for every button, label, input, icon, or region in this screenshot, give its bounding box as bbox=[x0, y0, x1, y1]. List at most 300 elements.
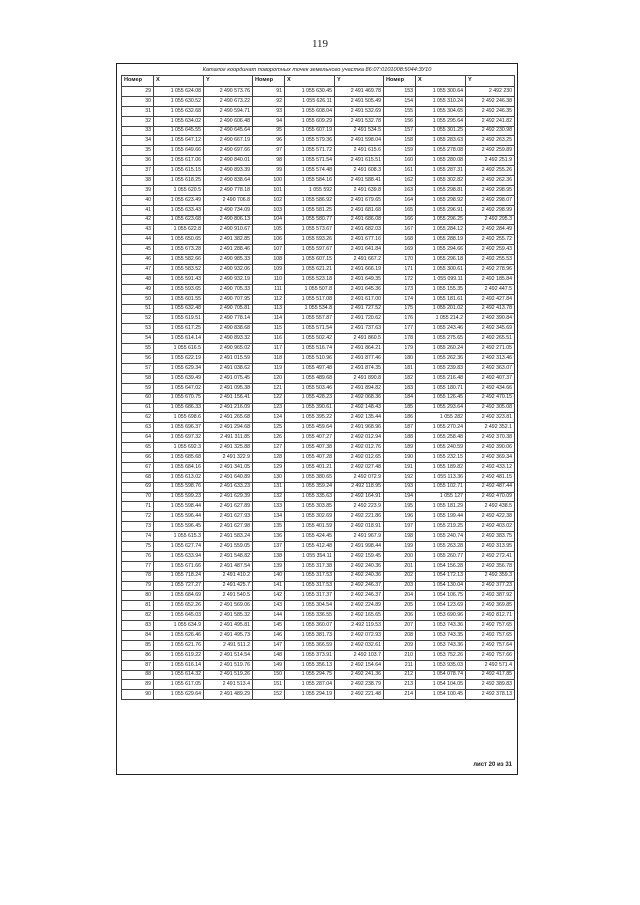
y-coordinate: 2 490 594.71 bbox=[204, 106, 253, 116]
point-number: 119 bbox=[253, 363, 285, 373]
y-coordinate: 2 491 382.85 bbox=[204, 235, 253, 245]
point-number: 70 bbox=[122, 492, 154, 502]
table-row bbox=[122, 621, 515, 631]
x-coordinate: 1 055 288.19 bbox=[416, 235, 466, 245]
y-coordinate: 2 492 571.4 bbox=[466, 660, 515, 670]
point-number: 152 bbox=[253, 690, 285, 700]
x-coordinate: 1 055 239.83 bbox=[416, 363, 466, 373]
y-coordinate: 2 492 422.38 bbox=[466, 512, 515, 522]
x-coordinate: 1 055 686.33 bbox=[154, 403, 204, 413]
x-coordinate: 1 055 283.63 bbox=[416, 136, 466, 146]
y-coordinate: 2 491 639.8 bbox=[335, 185, 384, 195]
y-coordinate: 2 491 075.45 bbox=[204, 373, 253, 383]
point-number: 113 bbox=[253, 304, 285, 314]
y-coordinate: 2 491 514.54 bbox=[204, 650, 253, 660]
x-coordinate: 1 055 614.32 bbox=[154, 670, 204, 680]
point-number: 133 bbox=[253, 502, 285, 512]
y-coordinate: 2 490 893.32 bbox=[204, 334, 253, 344]
x-coordinate: 1 055 622.19 bbox=[154, 354, 204, 364]
point-number: 72 bbox=[122, 512, 154, 522]
point-number: 163 bbox=[384, 185, 416, 195]
x-coordinate: 1 055 216.48 bbox=[416, 373, 466, 383]
table-row bbox=[122, 532, 515, 542]
point-number: 37 bbox=[122, 166, 154, 176]
y-coordinate: 2 490 573.76 bbox=[204, 87, 253, 97]
x-coordinate: 1 055 181.61 bbox=[416, 294, 466, 304]
point-number: 98 bbox=[253, 156, 285, 166]
table-row bbox=[122, 205, 515, 215]
point-number: 109 bbox=[253, 265, 285, 275]
point-number: 156 bbox=[384, 116, 416, 126]
y-coordinate: 2 490 606.48 bbox=[204, 116, 253, 126]
y-coordinate: 2 492 135.44 bbox=[335, 413, 384, 423]
x-coordinate: 1 055 428.23 bbox=[285, 393, 335, 403]
x-coordinate: 1 055 424.45 bbox=[285, 532, 335, 542]
x-coordinate: 1 055 684.69 bbox=[154, 591, 204, 601]
y-coordinate: 2 492 255.53 bbox=[466, 255, 515, 265]
point-number: 206 bbox=[384, 611, 416, 621]
y-coordinate: 2 490 965.02 bbox=[204, 344, 253, 354]
x-coordinate: 1 055 649.66 bbox=[154, 146, 204, 156]
point-number: 61 bbox=[122, 403, 154, 413]
point-number: 148 bbox=[253, 650, 285, 660]
point-number: 43 bbox=[122, 225, 154, 235]
table-row bbox=[122, 166, 515, 176]
table-row bbox=[122, 324, 515, 334]
y-coordinate: 2 491 627.93 bbox=[204, 512, 253, 522]
table-row bbox=[122, 561, 515, 571]
point-number: 189 bbox=[384, 443, 416, 453]
y-coordinate: 2 491 341.05 bbox=[204, 462, 253, 472]
point-number: 63 bbox=[122, 423, 154, 433]
point-number: 194 bbox=[384, 492, 416, 502]
point-number: 111 bbox=[253, 284, 285, 294]
y-coordinate: 2 492 387.92 bbox=[466, 591, 515, 601]
table-row bbox=[122, 265, 515, 275]
y-coordinate: 2 492 438.5 bbox=[466, 502, 515, 512]
point-number: 178 bbox=[384, 334, 416, 344]
y-coordinate: 2 492 298.95 bbox=[466, 185, 515, 195]
point-number: 131 bbox=[253, 482, 285, 492]
y-coordinate: 2 491 641.84 bbox=[335, 245, 384, 255]
x-coordinate: 1 055 127 bbox=[416, 492, 466, 502]
x-coordinate: 1 055 685.68 bbox=[154, 452, 204, 462]
y-coordinate: 2 492 119.53 bbox=[335, 621, 384, 631]
x-coordinate: 1 055 360.07 bbox=[285, 621, 335, 631]
x-coordinate: 1 055 260.77 bbox=[416, 551, 466, 561]
x-coordinate: 1 055 616.14 bbox=[154, 660, 204, 670]
y-coordinate: 2 492 470.09 bbox=[466, 492, 515, 502]
y-coordinate: 2 492 223.9 bbox=[335, 502, 384, 512]
point-number: 171 bbox=[384, 265, 416, 275]
point-number: 64 bbox=[122, 433, 154, 443]
x-coordinate: 1 055 102.71 bbox=[416, 482, 466, 492]
point-number: 160 bbox=[384, 156, 416, 166]
x-coordinate: 1 055 615.3 bbox=[154, 532, 204, 542]
point-number: 73 bbox=[122, 522, 154, 532]
point-number: 128 bbox=[253, 452, 285, 462]
point-number: 183 bbox=[384, 383, 416, 393]
point-number: 167 bbox=[384, 225, 416, 235]
point-number: 199 bbox=[384, 541, 416, 551]
table-row bbox=[122, 452, 515, 462]
point-number: 49 bbox=[122, 284, 154, 294]
y-coordinate: 2 492 433.12 bbox=[466, 462, 515, 472]
x-coordinate: 1 055 630.52 bbox=[154, 96, 204, 106]
table-row bbox=[122, 640, 515, 650]
x-coordinate: 1 055 629.34 bbox=[154, 363, 204, 373]
point-number: 75 bbox=[122, 541, 154, 551]
y-coordinate: 2 490 673.22 bbox=[204, 96, 253, 106]
table-row bbox=[122, 650, 515, 660]
table-row bbox=[122, 334, 515, 344]
x-coordinate: 1 055 592 bbox=[285, 185, 335, 195]
y-coordinate: 2 491 968.96 bbox=[335, 423, 384, 433]
y-coordinate: 2 492 221.86 bbox=[335, 512, 384, 522]
y-coordinate: 2 491 649.35 bbox=[335, 274, 384, 284]
x-coordinate: 1 055 609.29 bbox=[285, 116, 335, 126]
table-row bbox=[122, 136, 515, 146]
y-coordinate: 2 490 645.64 bbox=[204, 126, 253, 136]
y-coordinate: 2 491 640.89 bbox=[204, 472, 253, 482]
point-number: 44 bbox=[122, 235, 154, 245]
y-coordinate: 2 491 548.82 bbox=[204, 551, 253, 561]
point-number: 202 bbox=[384, 571, 416, 581]
point-number: 184 bbox=[384, 393, 416, 403]
x-coordinate: 1 053 935.03 bbox=[416, 660, 466, 670]
y-coordinate: 2 490 838.68 bbox=[204, 324, 253, 334]
x-coordinate: 1 055 278.08 bbox=[416, 146, 466, 156]
table-row bbox=[122, 611, 515, 621]
point-number: 176 bbox=[384, 314, 416, 324]
y-coordinate: 2 491 617.00 bbox=[335, 294, 384, 304]
y-coordinate: 2 492 246.38 bbox=[466, 96, 515, 106]
x-coordinate: 1 055 126.45 bbox=[416, 393, 466, 403]
y-coordinate: 2 492 413.78 bbox=[466, 304, 515, 314]
point-number: 71 bbox=[122, 502, 154, 512]
table-row bbox=[122, 294, 515, 304]
point-number: 84 bbox=[122, 630, 154, 640]
y-coordinate: 2 491 519.26 bbox=[204, 670, 253, 680]
y-coordinate: 2 492 298.07 bbox=[466, 195, 515, 205]
point-number: 159 bbox=[384, 146, 416, 156]
x-coordinate: 1 053 752.26 bbox=[416, 650, 466, 660]
point-number: 102 bbox=[253, 195, 285, 205]
point-number: 85 bbox=[122, 640, 154, 650]
table-row bbox=[122, 116, 515, 126]
x-coordinate: 1 055 596.45 bbox=[154, 522, 204, 532]
y-coordinate: 2 490 778.18 bbox=[204, 185, 253, 195]
point-number: 62 bbox=[122, 413, 154, 423]
point-number: 78 bbox=[122, 571, 154, 581]
y-coordinate: 2 491 583.24 bbox=[204, 532, 253, 542]
x-coordinate: 1 055 650.65 bbox=[154, 235, 204, 245]
table-row bbox=[122, 304, 515, 314]
y-coordinate: 2 492 012.65 bbox=[335, 452, 384, 462]
y-coordinate: 2 492 757.65 bbox=[466, 621, 515, 631]
header-x: X bbox=[416, 76, 466, 87]
y-coordinate: 2 491 487.54 bbox=[204, 561, 253, 571]
y-coordinate: 2 492 148.43 bbox=[335, 403, 384, 413]
x-coordinate: 1 055 219.25 bbox=[416, 522, 466, 532]
x-coordinate: 1 055 632.48 bbox=[154, 304, 204, 314]
point-number: 101 bbox=[253, 185, 285, 195]
point-number: 87 bbox=[122, 660, 154, 670]
point-number: 142 bbox=[253, 591, 285, 601]
x-coordinate: 1 055 634.02 bbox=[154, 116, 204, 126]
point-number: 132 bbox=[253, 492, 285, 502]
y-coordinate: 2 492 434.66 bbox=[466, 383, 515, 393]
y-coordinate: 2 492 246.35 bbox=[466, 106, 515, 116]
table-row bbox=[122, 195, 515, 205]
point-number: 94 bbox=[253, 116, 285, 126]
x-coordinate: 1 055 534.8 bbox=[285, 304, 335, 314]
table-row bbox=[122, 225, 515, 235]
x-coordinate: 1 055 298.81 bbox=[416, 185, 466, 195]
y-coordinate: 2 491 532.69 bbox=[335, 106, 384, 116]
y-coordinate: 2 492 240.36 bbox=[335, 571, 384, 581]
y-coordinate: 2 492 230 bbox=[466, 87, 515, 97]
x-coordinate: 1 055 621.76 bbox=[154, 640, 204, 650]
point-number: 29 bbox=[122, 87, 154, 97]
point-number: 146 bbox=[253, 630, 285, 640]
x-coordinate: 1 055 240.59 bbox=[416, 443, 466, 453]
x-coordinate: 1 055 617.06 bbox=[154, 156, 204, 166]
x-coordinate: 1 055 407.27 bbox=[285, 433, 335, 443]
y-coordinate: 2 492 159.45 bbox=[335, 551, 384, 561]
point-number: 169 bbox=[384, 245, 416, 255]
point-number: 135 bbox=[253, 522, 285, 532]
y-coordinate: 2 492 246.37 bbox=[335, 581, 384, 591]
y-coordinate: 2 491 681.68 bbox=[335, 205, 384, 215]
x-coordinate: 1 055 300.61 bbox=[416, 265, 466, 275]
x-coordinate: 1 055 287.31 bbox=[416, 166, 466, 176]
y-coordinate: 2 492 255.72 bbox=[466, 235, 515, 245]
x-coordinate: 1 055 296.25 bbox=[416, 215, 466, 225]
x-coordinate: 1 055 583.52 bbox=[154, 265, 204, 275]
x-coordinate: 1 055 113.36 bbox=[416, 472, 466, 482]
y-coordinate: 2 492 154.64 bbox=[335, 660, 384, 670]
page-number: 119 bbox=[311, 38, 329, 50]
table-row bbox=[122, 126, 515, 136]
y-coordinate: 2 492 295.3 bbox=[466, 215, 515, 225]
point-number: 164 bbox=[384, 195, 416, 205]
y-coordinate: 2 491 559.05 bbox=[204, 541, 253, 551]
x-coordinate: 1 055 684.16 bbox=[154, 462, 204, 472]
y-coordinate: 2 491 585.32 bbox=[204, 611, 253, 621]
x-coordinate: 1 055 620.5 bbox=[154, 185, 204, 195]
point-number: 182 bbox=[384, 373, 416, 383]
y-coordinate: 2 491 495.73 bbox=[204, 630, 253, 640]
y-coordinate: 2 492 284.49 bbox=[466, 225, 515, 235]
x-coordinate: 1 055 304.65 bbox=[416, 106, 466, 116]
y-coordinate: 2 491 540.5 bbox=[204, 591, 253, 601]
table-row bbox=[122, 433, 515, 443]
x-coordinate: 1 055 652.26 bbox=[154, 601, 204, 611]
x-coordinate: 1 055 698.6 bbox=[154, 413, 204, 423]
point-number: 190 bbox=[384, 452, 416, 462]
point-number: 141 bbox=[253, 581, 285, 591]
y-coordinate: 2 490 734.09 bbox=[204, 205, 253, 215]
header-x: X bbox=[285, 76, 335, 87]
x-coordinate: 1 055 617.25 bbox=[154, 324, 204, 334]
y-coordinate: 2 492 068.36 bbox=[335, 393, 384, 403]
x-coordinate: 1 055 302.69 bbox=[285, 512, 335, 522]
x-coordinate: 1 055 581.25 bbox=[285, 205, 335, 215]
y-coordinate: 2 492 224.89 bbox=[335, 601, 384, 611]
point-number: 122 bbox=[253, 393, 285, 403]
x-coordinate: 1 055 571.72 bbox=[285, 146, 335, 156]
point-number: 90 bbox=[122, 690, 154, 700]
y-coordinate: 2 492 012.76 bbox=[335, 443, 384, 453]
table-row bbox=[122, 690, 515, 700]
point-number: 143 bbox=[253, 601, 285, 611]
point-number: 32 bbox=[122, 116, 154, 126]
x-coordinate: 1 055 632.68 bbox=[154, 106, 204, 116]
x-coordinate: 1 055 599.23 bbox=[154, 492, 204, 502]
y-coordinate: 2 492 757.66 bbox=[466, 650, 515, 660]
point-number: 180 bbox=[384, 354, 416, 364]
point-number: 116 bbox=[253, 334, 285, 344]
x-coordinate: 1 055 557.87 bbox=[285, 314, 335, 324]
point-number: 96 bbox=[253, 136, 285, 146]
point-number: 197 bbox=[384, 522, 416, 532]
y-coordinate: 2 492 377.23 bbox=[466, 581, 515, 591]
y-coordinate: 2 492 027.48 bbox=[335, 462, 384, 472]
x-coordinate: 1 055 607.19 bbox=[285, 126, 335, 136]
x-coordinate: 1 055 189.82 bbox=[416, 462, 466, 472]
x-coordinate: 1 055 232.15 bbox=[416, 452, 466, 462]
point-number: 196 bbox=[384, 512, 416, 522]
point-number: 65 bbox=[122, 443, 154, 453]
x-coordinate: 1 054 100.45 bbox=[416, 690, 466, 700]
y-coordinate: 2 492 240.36 bbox=[335, 561, 384, 571]
x-coordinate: 1 054 104.05 bbox=[416, 680, 466, 690]
x-coordinate: 1 055 571.54 bbox=[285, 156, 335, 166]
y-coordinate: 2 492 272.41 bbox=[466, 551, 515, 561]
point-number: 165 bbox=[384, 205, 416, 215]
x-coordinate: 1 055 180.71 bbox=[416, 383, 466, 393]
point-number: 195 bbox=[384, 502, 416, 512]
point-number: 211 bbox=[384, 660, 416, 670]
x-coordinate: 1 055 317.53 bbox=[285, 571, 335, 581]
point-number: 114 bbox=[253, 314, 285, 324]
point-number: 45 bbox=[122, 245, 154, 255]
y-coordinate: 2 492 238.79 bbox=[335, 680, 384, 690]
x-coordinate: 1 055 673.28 bbox=[154, 245, 204, 255]
x-coordinate: 1 055 366.59 bbox=[285, 640, 335, 650]
point-number: 193 bbox=[384, 482, 416, 492]
table-row bbox=[122, 284, 515, 294]
point-number: 200 bbox=[384, 551, 416, 561]
x-coordinate: 1 055 263.28 bbox=[416, 541, 466, 551]
point-number: 89 bbox=[122, 680, 154, 690]
y-coordinate: 2 492 103.7 bbox=[335, 650, 384, 660]
point-number: 74 bbox=[122, 532, 154, 542]
x-coordinate: 1 055 373.91 bbox=[285, 650, 335, 660]
point-number: 209 bbox=[384, 640, 416, 650]
y-coordinate: 2 490 840.01 bbox=[204, 156, 253, 166]
x-coordinate: 1 055 615.15 bbox=[154, 166, 204, 176]
point-number: 201 bbox=[384, 561, 416, 571]
point-number: 50 bbox=[122, 294, 154, 304]
y-coordinate: 2 491 677.16 bbox=[335, 235, 384, 245]
y-coordinate: 2 491 998.44 bbox=[335, 541, 384, 551]
y-coordinate: 2 491 615.6 bbox=[335, 146, 384, 156]
x-coordinate: 1 055 359.24 bbox=[285, 482, 335, 492]
table-row bbox=[122, 383, 515, 393]
table-row bbox=[122, 363, 515, 373]
table-row bbox=[122, 601, 515, 611]
table-row bbox=[122, 146, 515, 156]
point-number: 60 bbox=[122, 393, 154, 403]
point-number: 104 bbox=[253, 215, 285, 225]
y-coordinate: 2 492 246.37 bbox=[335, 591, 384, 601]
x-coordinate: 1 055 201.02 bbox=[416, 304, 466, 314]
table-row bbox=[122, 680, 515, 690]
x-coordinate: 1 055 645.55 bbox=[154, 126, 204, 136]
y-coordinate: 2 492 323.81 bbox=[466, 413, 515, 423]
table-row bbox=[122, 443, 515, 453]
point-number: 198 bbox=[384, 532, 416, 542]
y-coordinate: 2 490 706.8 bbox=[204, 195, 253, 205]
y-coordinate: 2 492 345.69 bbox=[466, 324, 515, 334]
x-coordinate: 1 055 580.77 bbox=[285, 215, 335, 225]
x-coordinate: 1 055 608.04 bbox=[285, 106, 335, 116]
y-coordinate: 2 491 629.39 bbox=[204, 492, 253, 502]
point-number: 207 bbox=[384, 621, 416, 631]
x-coordinate: 1 055 582.66 bbox=[154, 255, 204, 265]
y-coordinate: 2 492 164.91 bbox=[335, 492, 384, 502]
x-coordinate: 1 055 591.43 bbox=[154, 274, 204, 284]
table-row bbox=[122, 462, 515, 472]
point-number: 170 bbox=[384, 255, 416, 265]
y-coordinate: 2 491 489.29 bbox=[204, 690, 253, 700]
point-number: 140 bbox=[253, 571, 285, 581]
x-coordinate: 1 055 523.18 bbox=[285, 274, 335, 284]
x-coordinate: 1 055 627.74 bbox=[154, 541, 204, 551]
x-coordinate: 1 055 260.24 bbox=[416, 344, 466, 354]
y-coordinate: 2 492 447.5 bbox=[466, 284, 515, 294]
y-coordinate: 2 490 697.66 bbox=[204, 146, 253, 156]
point-number: 79 bbox=[122, 581, 154, 591]
point-number: 173 bbox=[384, 284, 416, 294]
point-number: 127 bbox=[253, 443, 285, 453]
y-coordinate: 2 492 403.02 bbox=[466, 522, 515, 532]
x-coordinate: 1 055 356.13 bbox=[285, 660, 335, 670]
point-number: 76 bbox=[122, 551, 154, 561]
point-number: 92 bbox=[253, 96, 285, 106]
table-row bbox=[122, 215, 515, 225]
point-number: 112 bbox=[253, 294, 285, 304]
header-y: Y bbox=[204, 76, 253, 87]
x-coordinate: 1 055 574.48 bbox=[285, 166, 335, 176]
y-coordinate: 2 492 305.08 bbox=[466, 403, 515, 413]
point-number: 192 bbox=[384, 472, 416, 482]
x-coordinate: 1 055 696.37 bbox=[154, 423, 204, 433]
y-coordinate: 2 491 682.03 bbox=[335, 225, 384, 235]
table-row bbox=[122, 551, 515, 561]
x-coordinate: 1 055 670.75 bbox=[154, 393, 204, 403]
y-coordinate: 2 491 325.88 bbox=[204, 443, 253, 453]
point-number: 86 bbox=[122, 650, 154, 660]
table-row bbox=[122, 630, 515, 640]
point-number: 186 bbox=[384, 413, 416, 423]
x-coordinate: 1 055 317.38 bbox=[285, 561, 335, 571]
y-coordinate: 2 492 313.95 bbox=[466, 541, 515, 551]
point-number: 208 bbox=[384, 630, 416, 640]
x-coordinate: 1 053 743.35 bbox=[416, 630, 466, 640]
